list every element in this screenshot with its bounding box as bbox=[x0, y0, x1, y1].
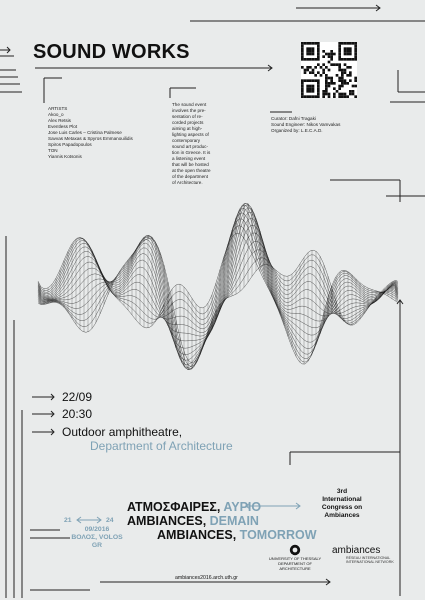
description-line: of Architecture. bbox=[172, 180, 203, 185]
description-line: corded projects bbox=[172, 120, 204, 125]
artist-name: Savvas Metaxas & Spyros Emmanouilidis bbox=[48, 136, 133, 141]
event-venue-department: Department of Architecture bbox=[90, 439, 233, 453]
description-line: a listening event bbox=[172, 156, 206, 161]
website-url[interactable]: ambiances2016.arch.uth.gr bbox=[175, 575, 238, 581]
congress-title-greek: ΑΤΜΟΣΦΑΙΡΕΣ, ΑΥΡΙΟ bbox=[127, 500, 262, 514]
poster-title: SOUND WORKS bbox=[33, 41, 190, 63]
congress-date-from: 21 bbox=[64, 517, 72, 524]
congress-title-english: AMBIANCES, TOMORROW bbox=[157, 528, 317, 542]
credit-organizer: Organized by: L.E.C.A.D. bbox=[271, 128, 323, 133]
artist-name: Yiannis Kotsonis bbox=[48, 154, 82, 159]
description-line: lighting aspects of bbox=[172, 132, 209, 137]
event-venue: Outdoor amphitheatre, bbox=[62, 425, 183, 439]
artist-name: Akoo_o bbox=[48, 112, 64, 117]
description-line: of the department bbox=[172, 174, 209, 179]
description-line: sound art produc- bbox=[172, 144, 209, 149]
artist-name: Eventless Plot bbox=[48, 124, 78, 129]
credit-curator: Curator: Dafni Tragaki bbox=[271, 116, 316, 121]
description-line: that will be hosted bbox=[172, 162, 209, 167]
artist-name: Alex Retsis bbox=[48, 118, 71, 123]
description-line: sentation of re- bbox=[172, 114, 203, 119]
artist-name: Spiros Papadopoulos bbox=[48, 142, 92, 147]
description-line: The sound event bbox=[172, 102, 207, 107]
congress-dates: 09/2016 ΒΟΛΟΣ, VOLOS GR bbox=[71, 526, 123, 549]
congress-date-to: 24 bbox=[106, 517, 114, 524]
artists-heading: ARTISTS bbox=[48, 106, 68, 111]
event-time: 20:30 bbox=[62, 407, 93, 421]
artist-name: Jose Luis Carles – Cristina Palmese bbox=[48, 130, 122, 135]
congress-title-french: AMBIANCES, DEMAIN bbox=[127, 514, 259, 528]
description-line: aiming at high- bbox=[172, 126, 203, 131]
description-line: tion in Greece. It is bbox=[172, 150, 211, 155]
description-line: at the open theatre bbox=[172, 168, 211, 173]
credit-sound-engineer: Sound Engineer: Nikos Vamvakas bbox=[271, 122, 341, 127]
artist-name: TON bbox=[48, 148, 58, 153]
event-date: 22/09 bbox=[62, 390, 93, 404]
university-emblem-icon bbox=[289, 544, 301, 556]
description-line: contemporary bbox=[172, 138, 201, 143]
ambiances-logo: ambiances RÉSEAU INTERNATIONAL INTERNATIONAL NETWORK bbox=[332, 545, 394, 564]
uth-logo: UNIVERSITY OF THESSALY DEPARTMENT OF ARCHITECTURE bbox=[268, 544, 322, 571]
congress-third-label: 3rd International Congress on Ambiances bbox=[321, 488, 363, 519]
description-line: involves the pre- bbox=[172, 108, 206, 113]
